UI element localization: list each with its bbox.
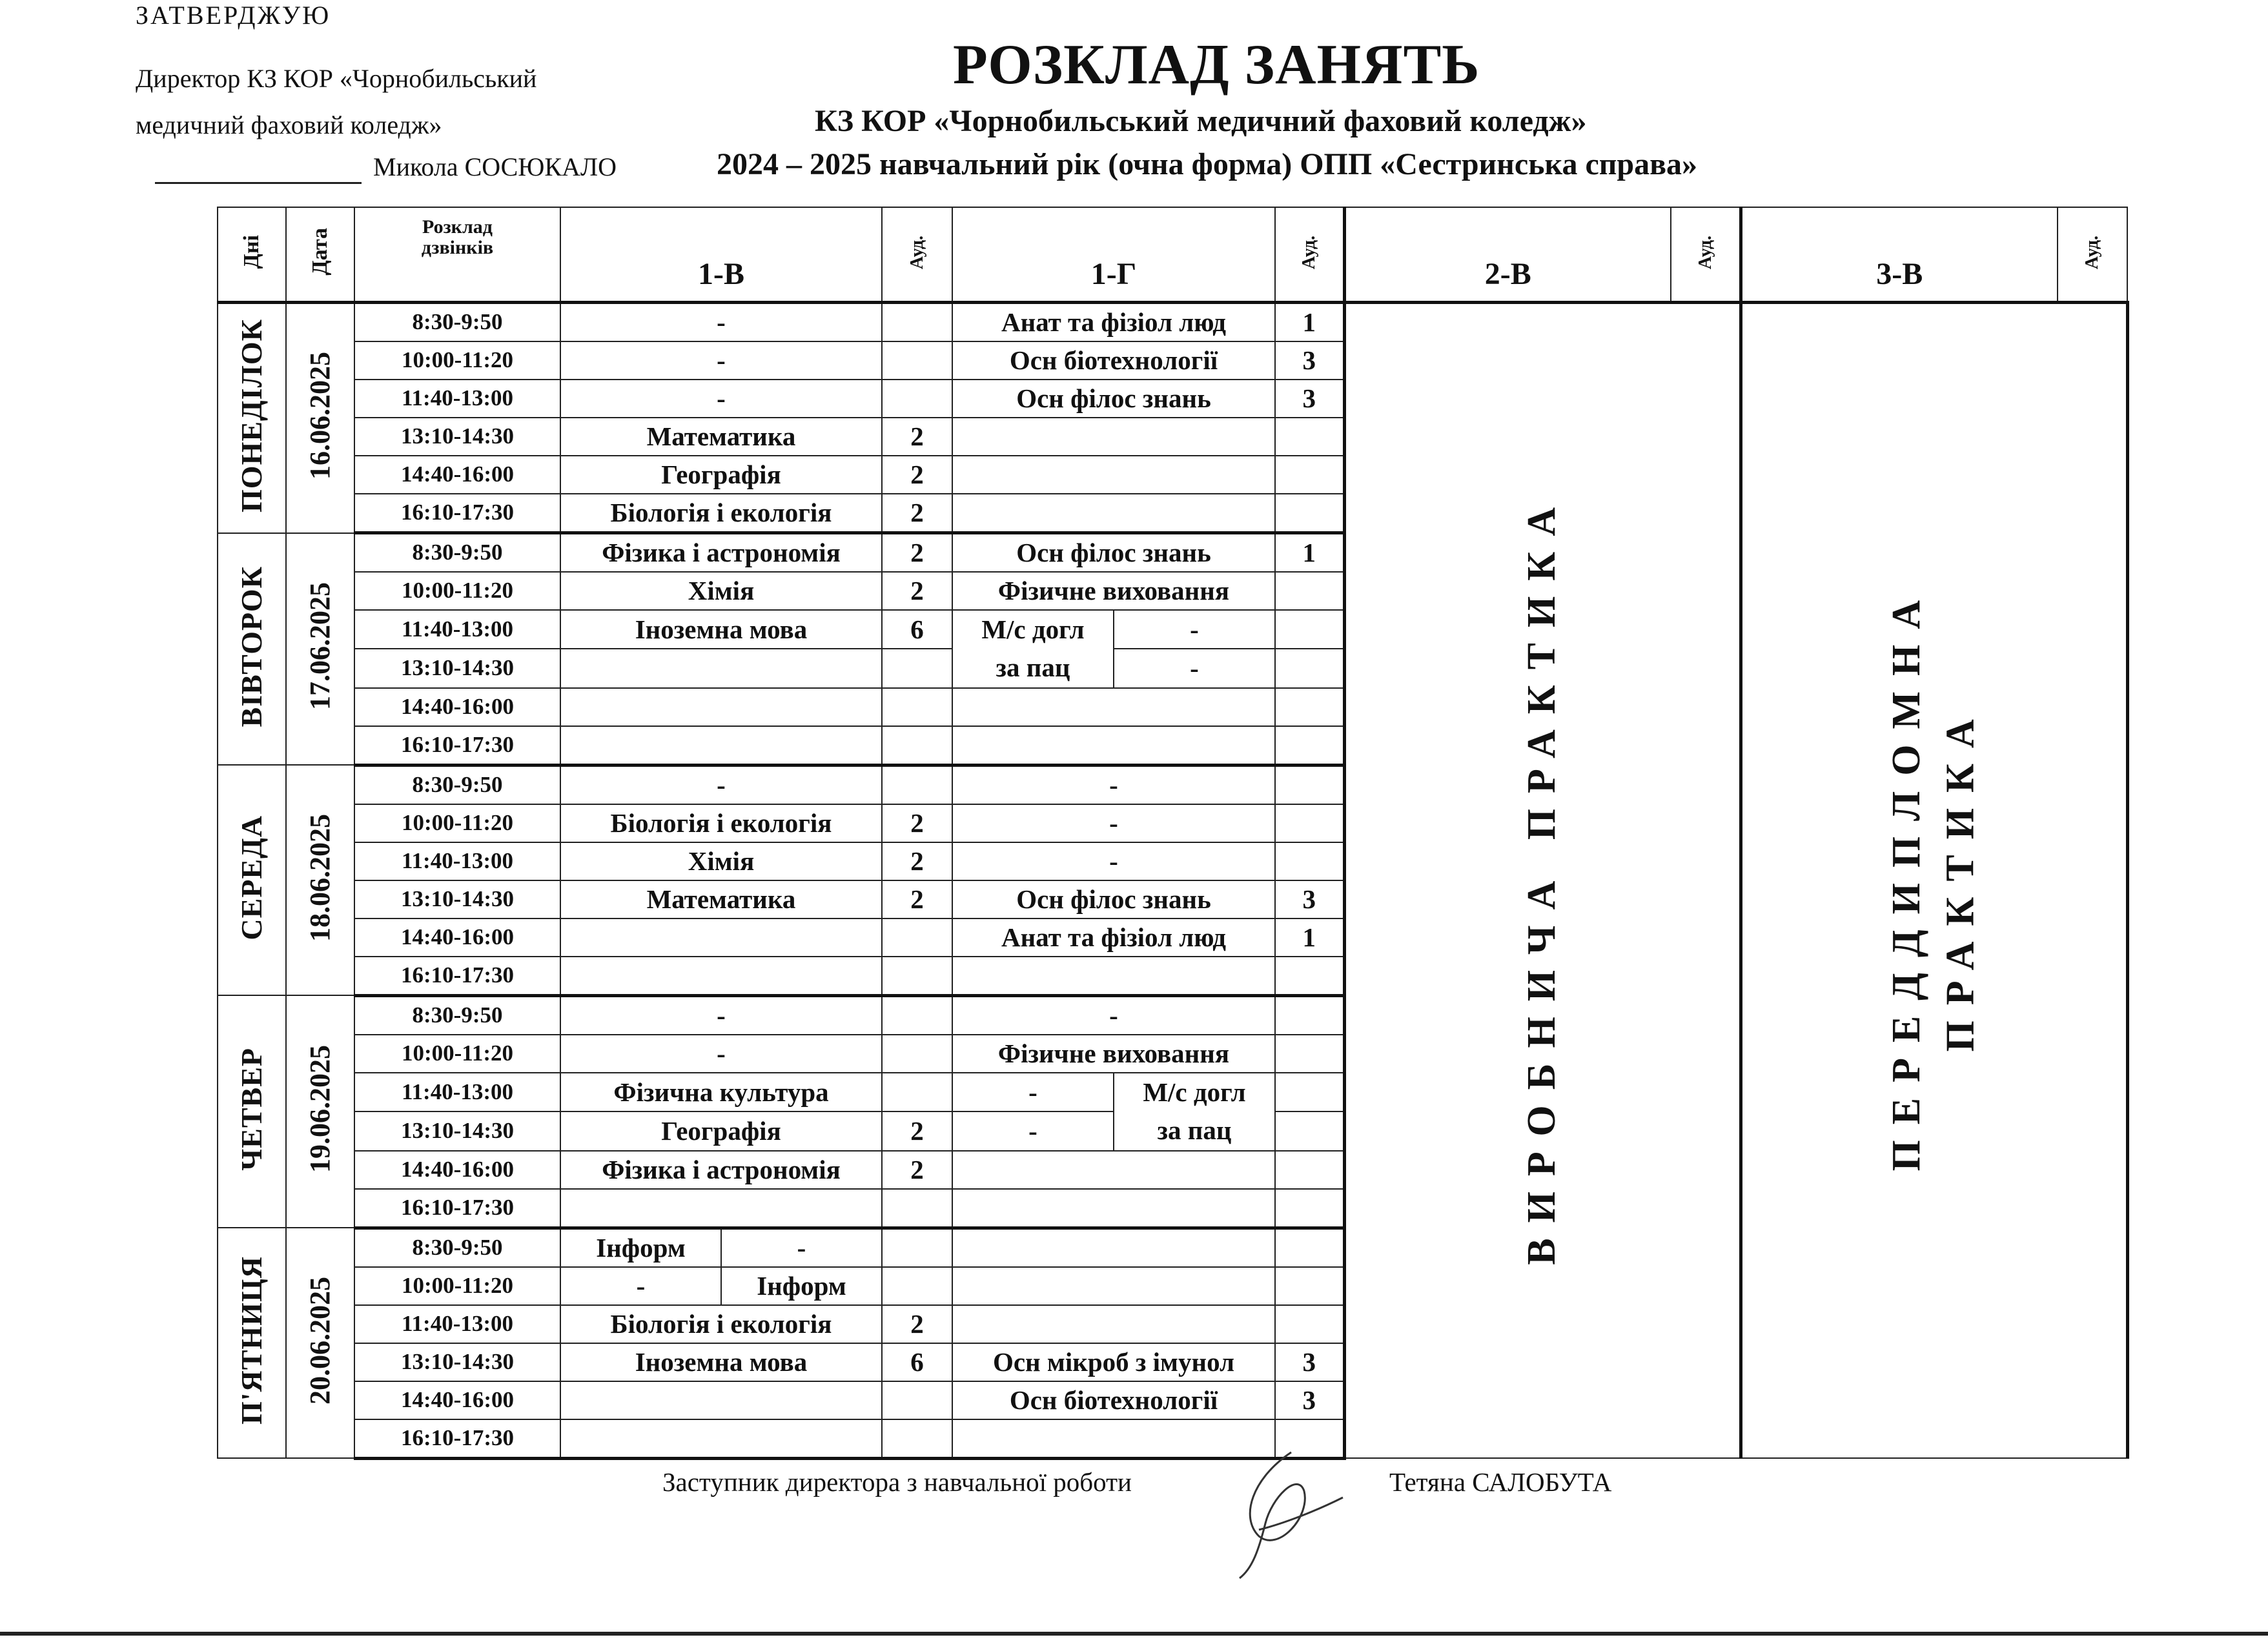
aud-1v: 6 [882,610,952,649]
split-subject-1g-b: - [1114,610,1275,649]
subject-1g: Фізичне виховання [952,1035,1275,1073]
time-cell: 10:00-11:20 [354,1267,560,1305]
aud-1g: 1 [1275,303,1344,342]
subject-1v [560,688,882,726]
time-cell: 8:30-9:50 [354,533,560,573]
group-header-3v: 3-В [1741,207,2058,303]
aud-1v: 2 [882,494,952,533]
subject-1g [952,494,1275,533]
day-cell: ПОНЕДІЛОК [218,303,286,533]
time-cell: 11:40-13:00 [354,1305,560,1343]
time-cell: 8:30-9:50 [354,765,560,804]
subject-1g [952,418,1275,456]
schedule-table [217,207,2129,1460]
page-title: РОЗКЛАД ЗАНЯТЬ [953,34,1480,96]
aud-1v: 2 [882,1151,952,1189]
subject-1g: - [952,842,1275,880]
aud-1g [1275,688,1344,726]
subject-1v-split [560,1267,882,1305]
aud-1g: 3 [1275,880,1344,918]
aud-1g [1275,765,1344,804]
subject-1g: Осн біотехнології [952,341,1275,380]
time-cell: 16:10-17:30 [354,1189,560,1228]
time-cell: 11:40-13:00 [354,1073,560,1111]
split-subject-1g-a: - [952,1073,1114,1111]
time-cell: 16:10-17:30 [354,726,560,766]
subject-1v: Хімія [560,572,882,610]
subject-1v: Фізика і астрономія [560,533,882,573]
subject-1v [560,918,882,957]
aud-1g [1275,610,1344,649]
time-cell: 13:10-14:30 [354,1111,560,1150]
subject-1v: Іноземна мова [560,1343,882,1381]
aud-1g [1275,1111,1344,1150]
aud-1g [1275,1189,1344,1228]
aud-1v [882,1035,952,1073]
subject-1v: Біологія і екологія [560,804,882,842]
aud-1v [882,1419,952,1459]
split-subject-1g-b: - [1114,649,1275,687]
subject-1g: Анат та фізіол люд [952,303,1275,342]
college-name: КЗ КОР «Чорнобильський медичний фаховий коледж» [815,104,1587,138]
subject-1v [560,957,882,996]
aud-1g [1275,1151,1344,1189]
subject-1v: Біологія і екологія [560,1305,882,1343]
aud-1v [882,303,952,342]
aud-1v [882,957,952,996]
director-title-line1: Директор КЗ КОР «Чорнобильський [136,64,537,93]
practice-3v-line1: ПЕРЕДДИПЛОМНА [1884,585,1928,1172]
subject-1v-split-b: Інформ [757,1270,846,1301]
subject-1v: Фізика і астрономія [560,1151,882,1189]
time-cell: 10:00-11:20 [354,1035,560,1073]
subject-1v [560,1419,882,1459]
aud-1g: 3 [1275,1343,1344,1381]
academic-year-line: 2024 – 2025 навчальний рік (очна форма) ОПП «Сестринська справа» [717,147,1698,181]
aud-1g: 3 [1275,1381,1344,1419]
split-subject-1g: М/с догл за пац [1114,1073,1275,1151]
time-cell: 8:30-9:50 [354,1228,560,1267]
subject-1v: Біологія і екологія [560,494,882,533]
aud-1g [1275,456,1344,494]
subject-1v: Хімія [560,842,882,880]
time-cell: 13:10-14:30 [354,880,560,918]
aud-1g: 3 [1275,341,1344,380]
time-cell: 16:10-17:30 [354,1419,560,1459]
subject-1g: - [952,995,1275,1035]
aud-1g [1275,842,1344,880]
aud-1g [1275,957,1344,996]
subject-1v: Географія [560,1111,882,1150]
subject-1v: - [560,995,882,1035]
aud-1v [882,1228,952,1267]
aud-1g [1275,494,1344,533]
subject-1g [952,1189,1275,1228]
signature-mark [1214,1439,1362,1588]
aud-1v [882,1381,952,1419]
aud-1g [1275,1035,1344,1073]
aud-1v: 2 [882,842,952,880]
aud-1v [882,649,952,687]
day-cell: ЧЕТВЕР [218,995,286,1228]
subject-1v-split-a: Інформ [561,1230,722,1266]
subject-1g: Осн філос знань [952,533,1275,573]
aud-1g [1275,804,1344,842]
aud-header: Ауд. [882,207,952,303]
aud-1g [1275,1305,1344,1343]
subject-1g [952,1228,1275,1267]
subject-1v [560,1189,882,1228]
aud-1g: 1 [1275,533,1344,573]
subject-1v-split-b: - [797,1232,806,1263]
aud-1g [1275,995,1344,1035]
days-header: Дні [218,207,286,303]
subject-1v: Фізична культура [560,1073,882,1111]
subject-1v: - [560,765,882,804]
subject-1g: - [952,765,1275,804]
date-cell: 17.06.2025 [286,533,354,766]
subject-1g [952,1267,1275,1305]
aud-1g [1275,418,1344,456]
subject-1v: - [560,341,882,380]
subject-1v: Математика [560,418,882,456]
subject-1v-split [560,1228,882,1267]
time-cell: 10:00-11:20 [354,341,560,380]
aud-1g: 1 [1275,918,1344,957]
aud-1v [882,380,952,418]
time-cell: 8:30-9:50 [354,995,560,1035]
time-cell: 14:40-16:00 [354,456,560,494]
aud-1g [1275,1228,1344,1267]
time-cell: 10:00-11:20 [354,804,560,842]
group-header-2v: 2-В [1344,207,1671,303]
aud-header: Ауд. [1275,207,1344,303]
aud-1g [1275,1267,1344,1305]
aud-1v: 2 [882,804,952,842]
subject-1v: Математика [560,880,882,918]
subject-1v: Географія [560,456,882,494]
day-cell: СЕРЕДА [218,765,286,995]
time-cell: 14:40-16:00 [354,688,560,726]
subject-1v: Іноземна мова [560,610,882,649]
aud-1v [882,1073,952,1111]
split-subject-1g: М/с догл за пац [952,610,1114,688]
subject-1g [952,688,1275,726]
time-cell: 10:00-11:20 [354,572,560,610]
practice-3v-line2: ПРАКТИКА [1938,704,1983,1053]
time-cell: 11:40-13:00 [354,842,560,880]
date-cell: 20.06.2025 [286,1228,354,1458]
approval-heading: ЗАТВЕРДЖУЮ [136,1,331,30]
aud-header: Ауд. [1671,207,1741,303]
split-subject-1g-a: - [952,1111,1114,1150]
director-title-line2: медичний фаховий коледж» [136,110,442,139]
subject-1g [952,957,1275,996]
subject-1v [560,649,882,687]
director-name: Микола СОСЮКАЛО [373,152,617,181]
aud-1v: 2 [882,1111,952,1150]
time-cell: 13:10-14:30 [354,1343,560,1381]
aud-1v: 2 [882,418,952,456]
subject-1g: Осн філос знань [952,880,1275,918]
time-cell: 13:10-14:30 [354,418,560,456]
subject-1g: - [952,804,1275,842]
aud-1v [882,1267,952,1305]
aud-1v: 2 [882,533,952,573]
date-cell: 18.06.2025 [286,765,354,995]
subject-1g [952,456,1275,494]
practice-3v [1741,303,2127,1459]
day-cell: ВІВТОРОК [218,533,286,766]
date-header: Дата [286,207,354,303]
aud-1v: 2 [882,456,952,494]
subject-1v [560,726,882,766]
bells-header: Розклад дзвінків [354,207,560,303]
aud-1g [1275,649,1344,687]
subject-1g [952,1305,1275,1343]
aud-1g: 3 [1275,380,1344,418]
subject-1g [952,726,1275,766]
practice-2v: ВИРОБНИЧА ПРАКТИКА [1344,303,1741,1459]
aud-1v [882,918,952,957]
header-row [218,207,2127,303]
aud-1v [882,1189,952,1228]
aud-1v [882,726,952,766]
aud-1v [882,341,952,380]
group-header-1v: 1-В [560,207,882,303]
aud-1g [1275,1073,1344,1111]
director-signature-line [155,182,362,184]
subject-1v [560,1381,882,1419]
time-cell: 8:30-9:50 [354,303,560,342]
subject-1g: Осн мікроб з імунол [952,1343,1275,1381]
date-cell: 16.06.2025 [286,303,354,533]
page-bottom-border [0,1632,2268,1636]
date-cell: 19.06.2025 [286,995,354,1228]
subject-1g: Анат та фізіол люд [952,918,1275,957]
subject-1v-split-a: - [561,1268,722,1304]
aud-1v [882,765,952,804]
aud-1g [1275,726,1344,766]
subject-1g: Осн філос знань [952,380,1275,418]
aud-1v [882,995,952,1035]
aud-header: Ауд. [2058,207,2127,303]
aud-1v: 6 [882,1343,952,1381]
time-cell: 16:10-17:30 [354,494,560,533]
subject-1v: - [560,1035,882,1073]
subject-1g: Фізичне виховання [952,572,1275,610]
time-cell: 16:10-17:30 [354,957,560,996]
subject-1v: - [560,380,882,418]
deputy-director-name: Тетяна САЛОБУТА [1389,1467,1612,1497]
deputy-director-title: Заступник директора з навчальної роботи [662,1467,1132,1497]
aud-1g [1275,572,1344,610]
aud-1v: 2 [882,880,952,918]
time-cell: 14:40-16:00 [354,1381,560,1419]
time-cell: 11:40-13:00 [354,380,560,418]
subject-1g: Осн біотехнології [952,1381,1275,1419]
time-cell: 14:40-16:00 [354,918,560,957]
time-cell: 14:40-16:00 [354,1151,560,1189]
subject-1g [952,1151,1275,1189]
group-header-1g: 1-Г [952,207,1275,303]
time-cell: 13:10-14:30 [354,649,560,687]
schedule-row [218,303,2127,342]
aud-1v: 2 [882,572,952,610]
aud-1v [882,688,952,726]
aud-1v: 2 [882,1305,952,1343]
day-cell: П'ЯТНИЦЯ [218,1228,286,1458]
time-cell: 11:40-13:00 [354,610,560,649]
subject-1v: - [560,303,882,342]
